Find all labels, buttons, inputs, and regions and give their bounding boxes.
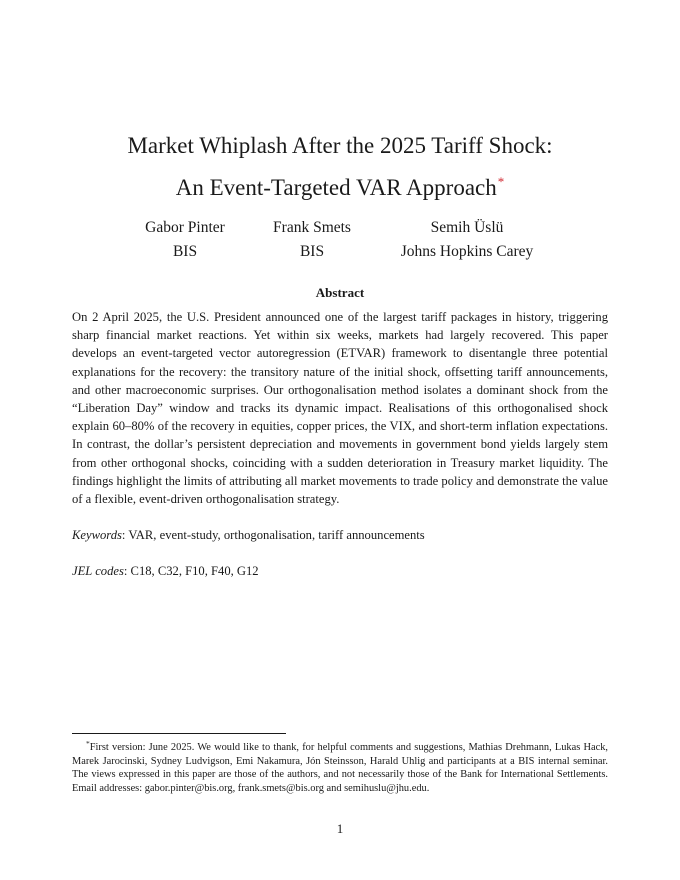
author-affiliation: Johns Hopkins Carey — [400, 243, 534, 260]
author-name: Semih Üslü — [430, 219, 504, 236]
author-block — [0, 216, 680, 268]
title-line-1: Market Whiplash After the 2025 Tariff Shock: — [127, 133, 553, 158]
jel-codes-text: : C18, C32, F10, F40, G12 — [123, 564, 259, 578]
title-footnote-marker[interactable]: * — [497, 174, 505, 189]
jel-codes-line — [72, 562, 608, 580]
author-affiliation: BIS — [299, 243, 325, 260]
footnote-rule — [72, 733, 286, 734]
author-name: Frank Smets — [273, 219, 351, 236]
author-3 — [382, 216, 552, 264]
title-line-2 — [0, 164, 680, 206]
author-name: Gabor Pinter — [145, 219, 225, 236]
author-1 — [125, 216, 245, 264]
abstract-heading: Abstract — [315, 285, 365, 300]
keywords-label: Keywords — [72, 528, 122, 542]
footnote — [72, 737, 608, 795]
author-affiliation: BIS — [172, 243, 198, 260]
jel-codes-label: JEL codes — [72, 564, 124, 578]
abstract-text: On 2 April 2025, the U.S. President announced one of the largest tariff packages in history, triggering sharp financial market reactions. Yet within six weeks, markets had largely recovered. This paper develops an event-targeted vector autoregression (ETVAR) framework to disentangle three potential explanations for the recovery: the transitory nature of the initial shock, offsetting tariff announcements, and other macroeconomic surprises. Our orthogonalisation method isolates a dominant shock from the “Liberation Day” window and tracks its dynamic impact. Realisations of this orthogonalised shock explain 60–80% of the recovery in equities, copper prices, the VIX, and short-term inflation expectations. In contrast, the dollar’s persistent depreciation and movements in government bond yields largely stem from other orthogonal shocks, coinciding with a sudden deterioration in Treasury market liquidity. The findings highlight the limits of attributing all market movements to trade policy and demonstrate the value of a flexible, event-driven orthogonalisation strategy. — [72, 310, 608, 507]
page-number: 1 — [336, 821, 344, 836]
keywords-text: : VAR, event-study, orthogonalisation, tariff announcements — [121, 528, 425, 542]
title-line-2-text: An Event-Targeted VAR Approach — [175, 175, 497, 200]
author-2 — [252, 216, 372, 264]
paper-title — [0, 128, 680, 206]
footnote-text: First version: June 2025. We would like to thank, for helpful comments and suggestions, Mathias Drehmann, Lukas Hack, Marek Jarocinski, Sydney Ludvigson, Emi Nakamura, Jón Steinsson, Harald Uhlig and participants at a BIS internal seminar. The views expressed in this paper are those of the authors, and not necessarily those of the Bank for International Settlements. Email addresses: gabor.pinter@bis.org, frank.smets@bis.org and semihuslu@jhu.edu. — [72, 742, 608, 794]
keywords-line — [72, 526, 608, 544]
footnote-marker: * — [86, 739, 90, 748]
